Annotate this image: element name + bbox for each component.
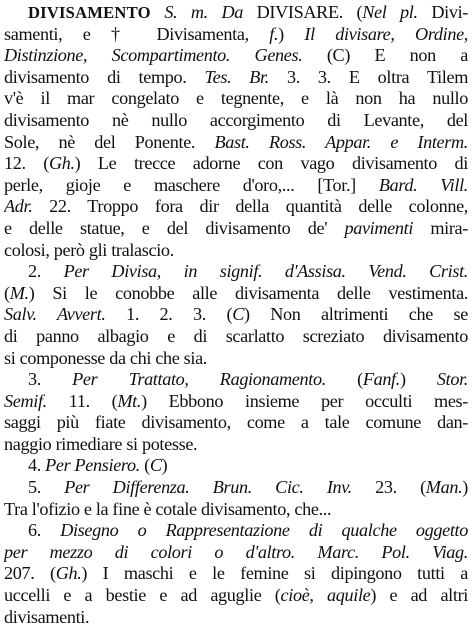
text-run: Il divisare, Ordine,: [304, 23, 468, 44]
text-run: Gh.: [55, 563, 82, 584]
text-run: divisamento nè nullo accorgimento di Levante, del: [4, 109, 468, 130]
citation: Adr.: [4, 196, 33, 217]
text-run: ) e ad altri: [370, 585, 468, 606]
text-line: [4, 67, 468, 89]
text-line: [4, 520, 468, 542]
text-run: C: [149, 455, 162, 476]
text-run: 11. (: [46, 390, 118, 411]
text-line: [4, 132, 468, 154]
text-line: [4, 304, 468, 326]
sense-number: 3.: [28, 369, 73, 390]
text-run: ): [399, 369, 437, 390]
text-run: 22. Troppo fora dir della quantità delle colonne,: [32, 196, 468, 217]
text-run: 23. (: [351, 477, 426, 498]
text-run: S. m.: [164, 2, 208, 22]
text-run: ) Ebbono insieme per occulti mes-: [141, 390, 468, 411]
text-run: v'è il mar congelato e tegnente, e là non ha nullo: [4, 88, 468, 109]
citation: Stor.: [436, 369, 468, 390]
text-run: Per Differenza. Brun. Cic. Inv.: [64, 477, 352, 498]
text-run: C: [232, 304, 244, 325]
text-line: [4, 218, 468, 240]
text-run: mira-: [413, 217, 468, 238]
text-run: f.: [269, 23, 279, 44]
text-run: Da: [221, 2, 244, 22]
text-run: Per Divisa, in signif. d'Assisa. Vend. Crist.: [63, 261, 468, 282]
text-run: Nel pl.: [362, 2, 418, 22]
citation: Semif.: [4, 390, 47, 411]
text-line: [4, 283, 468, 305]
text-run: ) Le trecce adorne con vago divisamento di: [74, 153, 468, 174]
text-line: [4, 391, 468, 413]
text-run: 1. 2. 3. (: [105, 304, 233, 325]
text-line: [4, 88, 468, 110]
sense-number: 6.: [28, 520, 61, 541]
text-run: cioè, aquile: [280, 585, 371, 606]
text-line: [4, 261, 468, 283]
text-run: di panno albagio e di scarlatto screziato divisamento: [4, 325, 468, 346]
text-line: [4, 499, 468, 521]
text-run: DIVISARE. (: [243, 2, 363, 22]
text-run: (C) E non a: [302, 45, 468, 66]
citation: Bast. Ross. Appar. e Interm.: [214, 131, 468, 152]
text-run: Disegno o Rappresentazione di qualche oggetto: [60, 520, 468, 541]
text-line: [4, 585, 468, 607]
text-run: samenti, e † Divisamenta,: [4, 23, 270, 44]
text-line: [4, 434, 468, 456]
text-run: [151, 2, 165, 22]
text-line: [4, 455, 468, 477]
text-line: [4, 196, 468, 218]
sense-number: 2.: [28, 261, 64, 282]
text-line: [4, 2, 468, 24]
text-run: 3. 3. E oltra Tilem: [268, 66, 468, 87]
text-run: e delle statue, e del divisamento de': [4, 217, 345, 238]
text-run: M.: [9, 282, 29, 303]
text-run: Distinzione, Scompartimento. Genes.: [4, 45, 303, 66]
citation: Salv. Avvert.: [4, 304, 106, 325]
sense-number: 5.: [28, 477, 65, 498]
text-line: [4, 326, 468, 348]
text-run: divisamenti.: [4, 606, 90, 627]
text-line: [4, 153, 468, 175]
text-run: perle, gioje e maschere d'oro,... [Tor.]: [4, 174, 379, 195]
headword: DIVISAMENTO: [28, 3, 151, 22]
text-run: Sole, nè del Ponente.: [4, 131, 215, 152]
text-run: per mezzo di colori o d'altro. Marc. Pol. Viag.: [4, 541, 468, 562]
citation: Tes. Br.: [204, 66, 269, 87]
text-run: 12. (: [4, 153, 49, 174]
text-line: [4, 24, 468, 46]
text-run: colosi, però gli tralascio.: [4, 239, 174, 260]
text-line: [4, 542, 468, 564]
text-run: Divi-: [417, 2, 468, 22]
text-run: Per Pensiero.: [45, 455, 140, 476]
text-run: [208, 2, 222, 22]
text-line: [4, 563, 468, 585]
text-run: divisamento di tempo.: [4, 66, 205, 87]
text-run: ) I maschi e le femine si dipingono tutti a: [81, 563, 468, 584]
text-run: Tra l'ofizio e la fine è cotale divisamento, che...: [4, 498, 332, 519]
text-run: uccelli e a bestie e ad aguglie (: [4, 585, 281, 606]
text-run: pavimenti: [344, 217, 414, 238]
text-run: (: [4, 282, 10, 303]
text-line: [4, 175, 468, 197]
text-run: Mt.: [117, 390, 142, 411]
sense-number: 4.: [28, 455, 46, 476]
text-run: Fanf.: [362, 369, 400, 390]
text-line: [4, 477, 468, 499]
text-run: ) Si le conobbe alle divisamenta delle vestimenta.: [28, 282, 468, 303]
text-line: [4, 110, 468, 132]
text-line: [4, 348, 468, 370]
text-line: [4, 45, 468, 67]
text-run: Gh.: [48, 153, 75, 174]
text-run: ): [462, 477, 468, 498]
text-line: [4, 369, 468, 391]
text-run: (: [325, 369, 363, 390]
text-run: ): [278, 23, 305, 44]
text-run: (: [139, 455, 150, 476]
text-run: saggi più fiate divisamento, come a tale comune dan-: [4, 412, 468, 433]
text-line: [4, 607, 468, 628]
text-run: Per Trattato, Ragionamento.: [72, 369, 326, 390]
text-run: ): [161, 455, 168, 476]
text-run: ) Non altrimenti che se: [244, 304, 468, 325]
text-line: [4, 240, 468, 262]
text-run: 207. (: [4, 563, 56, 584]
dictionary-entry: [4, 2, 468, 628]
text-run: si componesse da chi che sia.: [4, 347, 207, 368]
text-run: naggio rimediare si potesse.: [4, 433, 198, 454]
citation: Bard. Vill.: [378, 174, 468, 195]
text-line: [4, 412, 468, 434]
text-run: Man.: [425, 477, 463, 498]
